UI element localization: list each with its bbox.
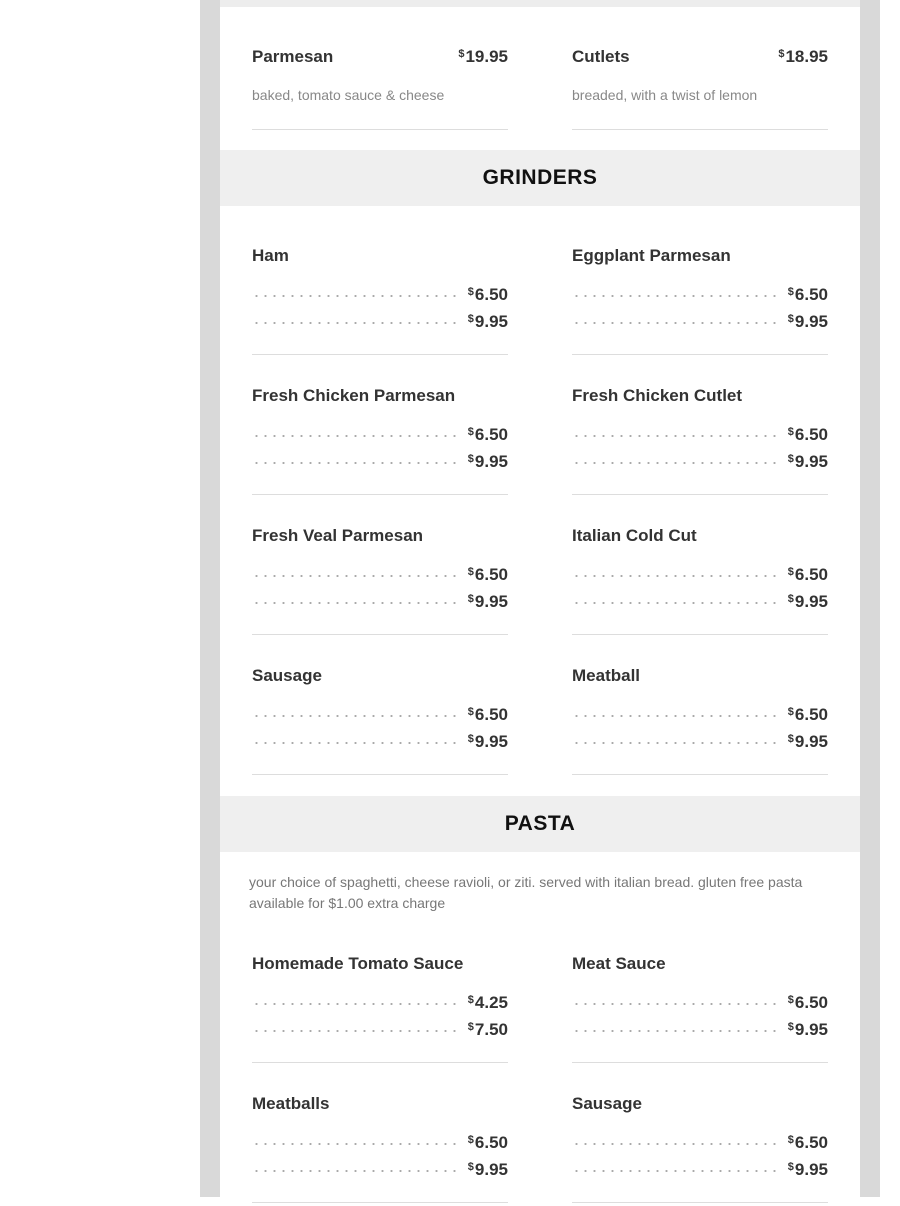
- price-row: [572, 705, 828, 725]
- item-name: Italian Cold Cut: [572, 526, 697, 545]
- menu-item-sausage: [252, 666, 508, 778]
- item-divider: [572, 354, 828, 355]
- item-price: $6.50: [787, 993, 828, 1012]
- menu-item-fresh-chicken-parmesan: [252, 386, 508, 498]
- price-row: [572, 452, 828, 472]
- item-name: Cutlets: [572, 47, 630, 66]
- item-price: $9.95: [467, 1160, 508, 1179]
- dot-leader: [252, 321, 457, 325]
- dot-leader: [572, 741, 777, 745]
- section-header-pasta: PASTA: [220, 796, 860, 852]
- dot-leader: [252, 714, 457, 718]
- section-bar-top: [220, 0, 860, 7]
- item-name: Sausage: [252, 666, 322, 685]
- item-name: Meat Sauce: [572, 954, 666, 973]
- item-price: $9.95: [787, 592, 828, 611]
- menu-item-fresh-veal-parmesan: [252, 526, 508, 638]
- item-price: $9.95: [467, 592, 508, 611]
- menu-item-cutlets: [572, 47, 828, 131]
- item-description: breaded, with a twist of lemon: [572, 87, 758, 103]
- price-row: [252, 1020, 508, 1040]
- price-row: [252, 592, 508, 612]
- menu-item-ham: [252, 246, 508, 358]
- price-row: [572, 1020, 828, 1040]
- item-name: Parmesan: [252, 47, 334, 66]
- item-divider: [572, 494, 828, 495]
- price-row: [572, 1133, 828, 1153]
- menu-item-italian-cold-cut: [572, 526, 828, 638]
- item-price: $9.95: [467, 732, 508, 751]
- item-price: $6.50: [467, 705, 508, 724]
- item-price: $9.95: [787, 1160, 828, 1179]
- item-name: Fresh Chicken Parmesan: [252, 386, 456, 405]
- item-price: $18.95: [778, 47, 828, 66]
- item-divider: [572, 774, 828, 775]
- dot-leader: [572, 434, 777, 438]
- pasta-note: your choice of spaghetti, cheese ravioli, or ziti. served with italian bread. gluten free pasta available for $1.00 extra charge: [249, 874, 803, 911]
- price-row: [252, 452, 508, 472]
- item-description: baked, tomato sauce & cheese: [252, 87, 445, 103]
- price-row: [572, 285, 828, 305]
- item-name: Ham: [252, 246, 289, 265]
- item-price: $6.50: [787, 705, 828, 724]
- item-price: $6.50: [787, 565, 828, 584]
- dot-leader: [252, 294, 457, 298]
- price-row: [572, 312, 828, 332]
- item-price: $6.50: [467, 565, 508, 584]
- item-price: $6.50: [787, 1133, 828, 1152]
- dot-leader: [252, 1029, 457, 1033]
- item-divider: [572, 1202, 828, 1203]
- item-price: $7.50: [467, 1020, 508, 1039]
- dot-leader: [572, 1169, 777, 1173]
- dot-leader: [572, 1142, 777, 1146]
- dot-leader: [252, 741, 457, 745]
- menu-item-parmesan: [252, 47, 508, 131]
- item-price: $9.95: [787, 452, 828, 471]
- price-row: [572, 425, 828, 445]
- menu-item-homemade-tomato-sauce: [252, 954, 508, 1066]
- price-row: [252, 705, 508, 725]
- dot-leader: [572, 601, 777, 605]
- dot-leader: [252, 1002, 457, 1006]
- price-row: [252, 993, 508, 1013]
- section-header-grinders: GRINDERS: [220, 150, 860, 206]
- item-divider: [252, 494, 508, 495]
- dot-leader: [572, 294, 777, 298]
- item-divider: [252, 634, 508, 635]
- menu-item-meat-sauce: [572, 954, 828, 1066]
- item-price: $6.50: [467, 1133, 508, 1152]
- item-name: Meatball: [572, 666, 641, 685]
- item-name: Homemade Tomato Sauce: [252, 954, 464, 973]
- price-row: [572, 732, 828, 752]
- price-row: [572, 993, 828, 1013]
- dot-leader: [572, 321, 777, 325]
- dot-leader: [572, 1002, 777, 1006]
- item-price: $9.95: [467, 452, 508, 471]
- dot-leader: [252, 574, 457, 578]
- item-name: Fresh Chicken Cutlet: [572, 386, 743, 405]
- price-row: [252, 1160, 508, 1180]
- item-name: Meatballs: [252, 1094, 330, 1113]
- item-divider: [252, 129, 508, 130]
- item-divider: [252, 1202, 508, 1203]
- dot-leader: [572, 574, 777, 578]
- menu-item-meatballs: [252, 1094, 508, 1206]
- item-divider: [252, 1062, 508, 1063]
- price-row: [252, 285, 508, 305]
- dot-leader: [252, 1142, 457, 1146]
- item-divider: [252, 354, 508, 355]
- menu-item-sausage: [572, 1094, 828, 1206]
- item-price: $19.95: [458, 47, 508, 66]
- item-price: $6.50: [467, 285, 508, 304]
- dot-leader: [572, 714, 777, 718]
- price-row: [252, 565, 508, 585]
- price-row: [252, 425, 508, 445]
- item-name: Fresh Veal Parmesan: [252, 526, 424, 545]
- menu-item-fresh-chicken-cutlet: [572, 386, 828, 498]
- item-price: $6.50: [467, 425, 508, 444]
- dot-leader: [252, 601, 457, 605]
- item-price: $4.25: [467, 993, 508, 1012]
- dot-leader: [572, 461, 777, 465]
- price-row: [572, 592, 828, 612]
- dot-leader: [252, 1169, 457, 1173]
- item-price: $9.95: [787, 1020, 828, 1039]
- item-divider: [572, 1062, 828, 1063]
- menu-item-eggplant-parmesan: [572, 246, 828, 358]
- item-price: $6.50: [787, 425, 828, 444]
- item-name: Sausage: [572, 1094, 642, 1113]
- item-price: $9.95: [787, 732, 828, 751]
- price-row: [252, 312, 508, 332]
- dot-leader: [252, 434, 457, 438]
- item-price: $9.95: [787, 312, 828, 331]
- menu-item-meatball: [572, 666, 828, 778]
- dot-leader: [252, 461, 457, 465]
- dot-leader: [572, 1029, 777, 1033]
- item-name: Eggplant Parmesan: [572, 246, 731, 265]
- price-row: [572, 1160, 828, 1180]
- price-row: [572, 565, 828, 585]
- item-divider: [252, 774, 508, 775]
- price-row: [252, 1133, 508, 1153]
- item-divider: [572, 129, 828, 130]
- price-row: [252, 732, 508, 752]
- item-divider: [572, 634, 828, 635]
- item-price: $6.50: [787, 285, 828, 304]
- item-price: $9.95: [467, 312, 508, 331]
